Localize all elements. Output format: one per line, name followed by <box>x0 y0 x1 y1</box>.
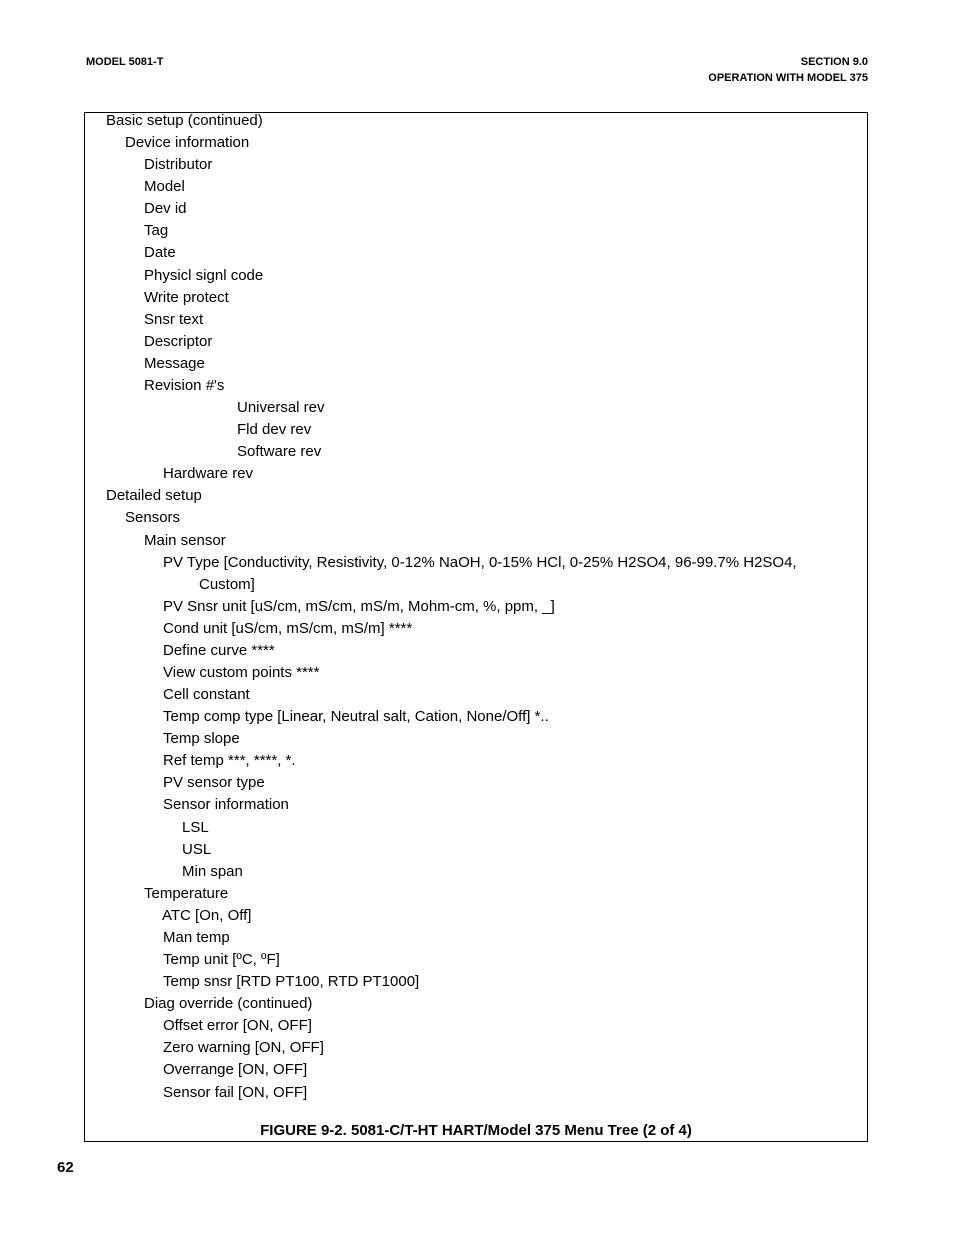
menu-tree-item: Basic setup (continued) <box>106 112 263 129</box>
menu-tree-item: USL <box>182 840 212 858</box>
menu-tree-item: Ref temp ***, ****, *. <box>163 752 296 770</box>
menu-tree-item: Temp unit [ºC, ºF] <box>163 951 280 969</box>
menu-tree-item: Temp comp type [Linear, Neutral salt, Cation, None/Off] *.. <box>163 708 549 726</box>
menu-tree-item: Software rev <box>237 443 322 461</box>
page-number: 62 <box>57 1159 74 1176</box>
menu-tree-item: Zero warning [ON, OFF] <box>163 1039 324 1057</box>
menu-tree-item: Revision #'s <box>144 376 225 394</box>
menu-tree-item: Overrange [ON, OFF] <box>163 1061 308 1079</box>
menu-tree-item: Tag <box>144 222 169 240</box>
menu-tree-item: Distributor <box>144 156 213 174</box>
figure-caption: FIGURE 9-2. 5081-C/T-HT HART/Model 375 Menu Tree (2 of 4) <box>260 1122 692 1139</box>
menu-tree-item: Message <box>144 354 205 372</box>
menu-tree-item: Sensor information <box>163 796 289 814</box>
menu-tree-figure <box>84 112 868 1142</box>
menu-tree-item: Physicl signl code <box>144 266 264 284</box>
menu-tree-item: PV Type [Conductivity, Resistivity, 0-12% NaOH, 0-15% HCl, 0-25% H2SO4, 96-99.7% H2SO4, <box>163 553 797 571</box>
menu-tree-item: Diag override (continued) <box>144 995 313 1013</box>
menu-tree-item: Cond unit [uS/cm, mS/cm, mS/m] **** <box>163 619 413 637</box>
menu-tree-item: View custom points **** <box>163 664 320 681</box>
menu-tree-item: Descriptor <box>144 332 213 350</box>
menu-tree-item: Universal rev <box>237 399 325 417</box>
menu-tree-item: Write protect <box>144 288 229 306</box>
menu-tree-item: Detailed setup <box>106 487 202 505</box>
menu-tree-item: Define curve **** <box>163 641 275 659</box>
menu-tree-item: PV Snsr unit [uS/cm, mS/cm, mS/m, Mohm-cm, %, ppm, _] <box>163 597 555 615</box>
menu-tree-item: Temp snsr [RTD PT100, RTD PT1000] <box>163 973 420 991</box>
menu-tree-item: PV sensor type <box>163 774 265 792</box>
menu-tree-item: Offset error [ON, OFF] <box>163 1017 312 1035</box>
menu-tree-item: Sensor fail [ON, OFF] <box>163 1083 308 1101</box>
header-section <box>708 54 868 86</box>
menu-tree-item: LSL <box>182 818 209 836</box>
menu-tree-item: Temp slope <box>163 730 240 748</box>
header-section-title: OPERATION WITH MODEL 375 <box>708 72 868 84</box>
menu-tree-item: Cell constant <box>163 686 250 704</box>
header-model: MODEL 5081-T <box>86 56 164 68</box>
menu-tree-item: Man temp <box>163 928 230 946</box>
menu-tree-item: Date <box>144 244 176 262</box>
menu-tree-item: Main sensor <box>144 531 226 549</box>
menu-tree-item: Model <box>144 178 185 196</box>
menu-tree-item: Custom] <box>199 575 255 593</box>
menu-tree-item: Min span <box>182 862 243 880</box>
menu-tree-item: Dev id <box>144 200 187 218</box>
menu-tree-item: Temperature <box>144 884 229 902</box>
menu-tree-item: Device information <box>125 134 250 152</box>
menu-tree-item: Fld dev rev <box>237 421 312 439</box>
menu-tree-item: Hardware rev <box>163 465 254 483</box>
menu-tree-item: Sensors <box>125 509 181 527</box>
menu-tree-item: Snsr text <box>144 310 204 328</box>
menu-tree-item: ATC [On, Off] <box>162 906 252 924</box>
header-section-number: SECTION 9.0 <box>800 56 868 68</box>
